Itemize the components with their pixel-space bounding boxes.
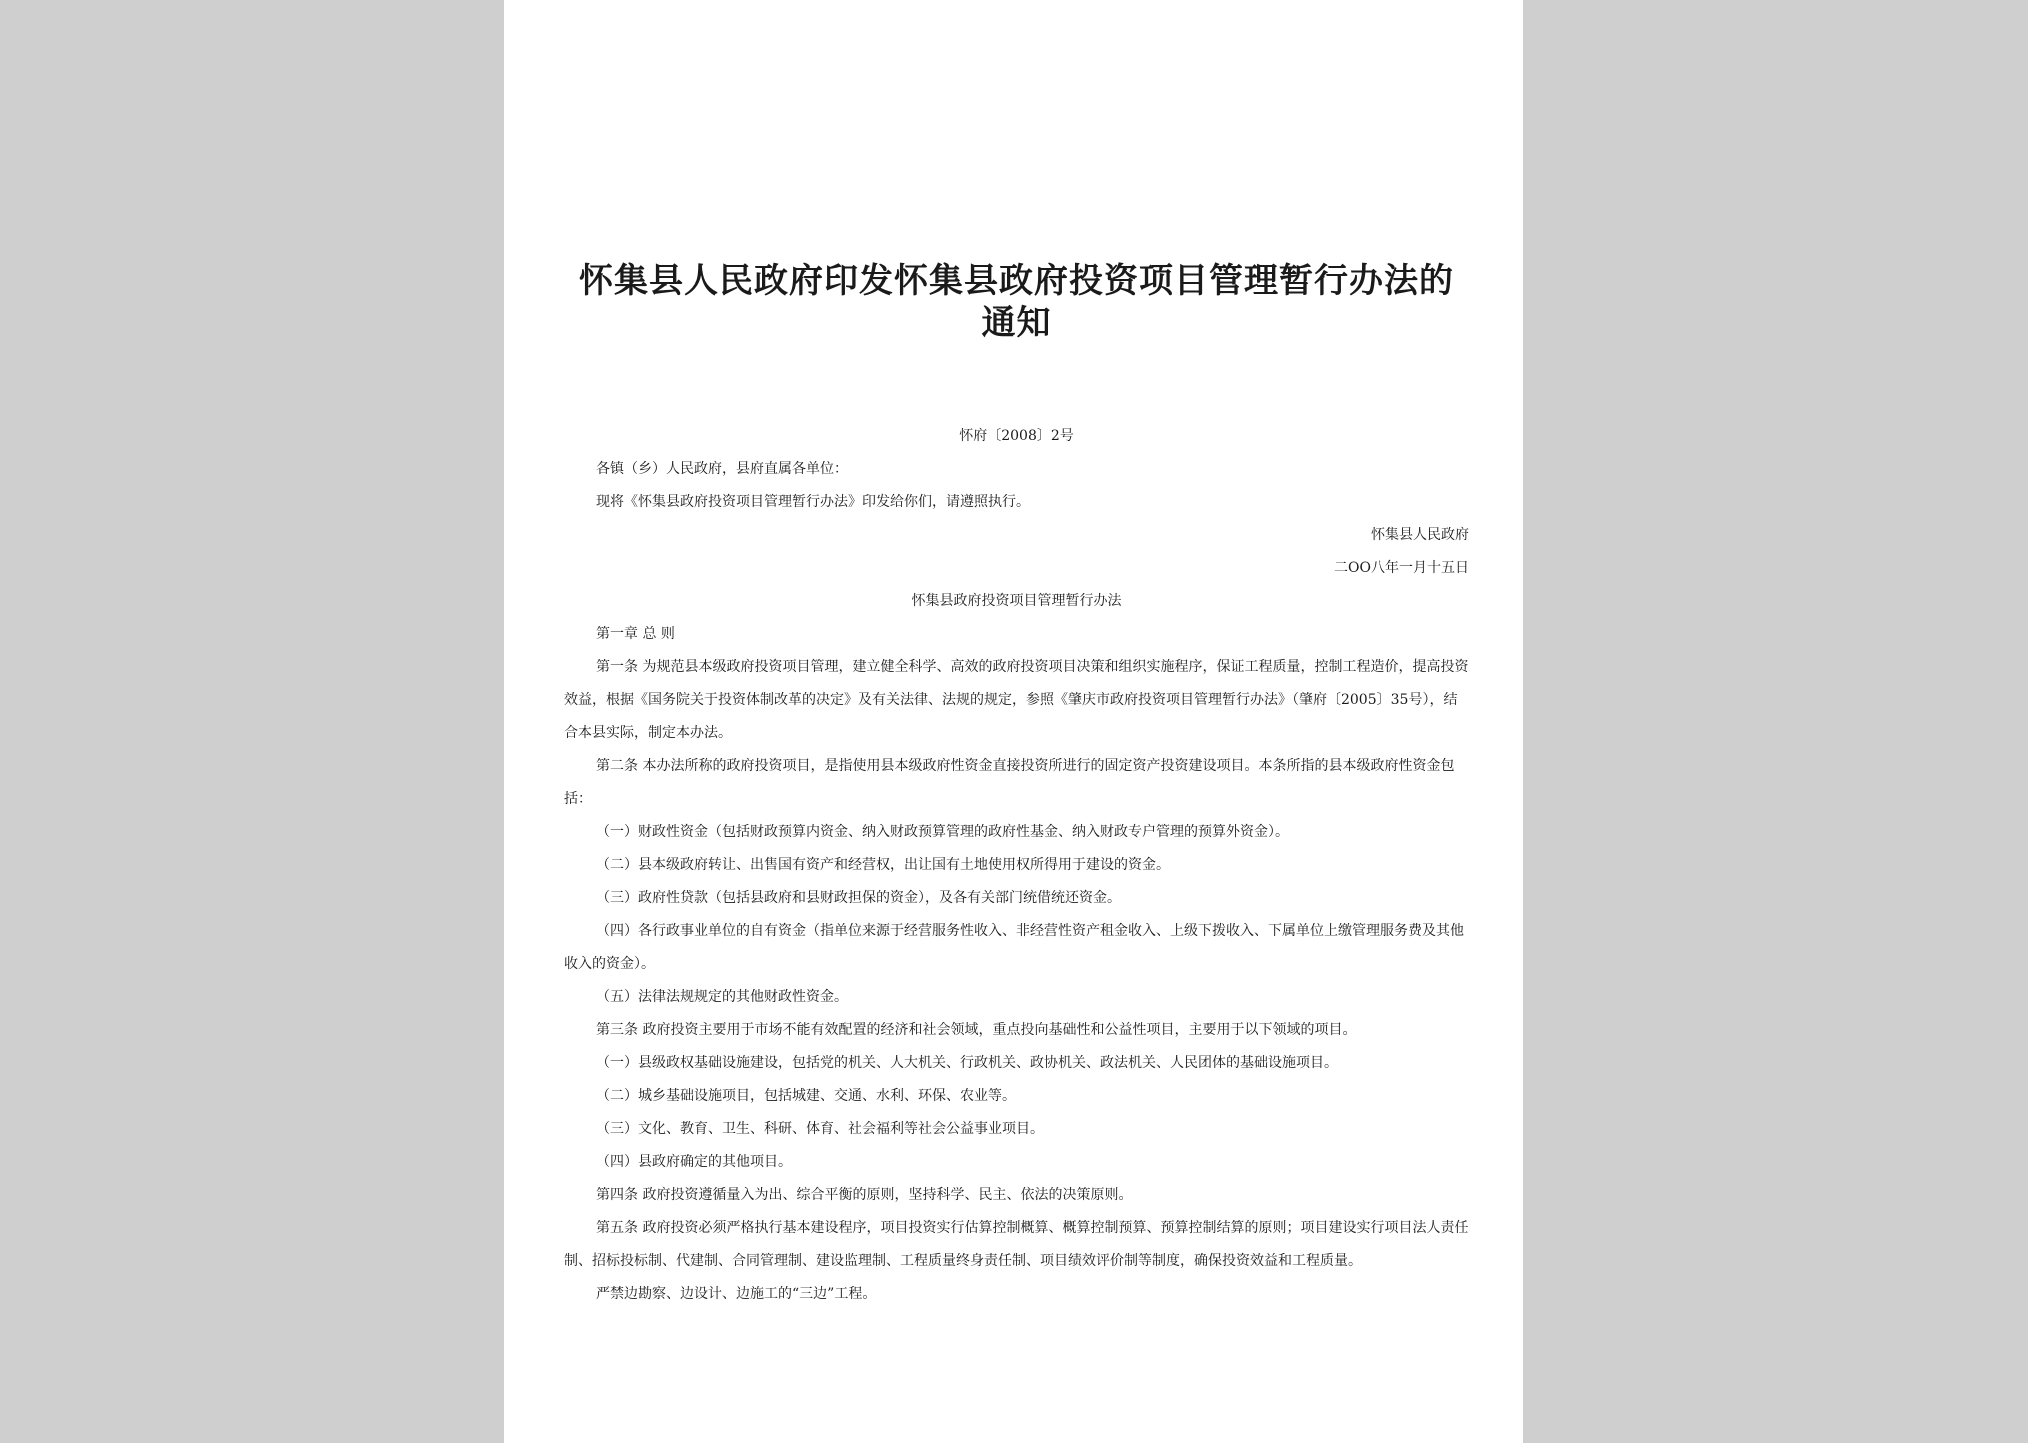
article-3-item-2: （二）城乡基础设施项目，包括城建、交通、水利、环保、农业等。 xyxy=(596,1088,1016,1104)
article-2-item-4: （四）各行政事业单位的自有资金（指单位来源于经营服务性收入、非经营性资产租金收入、上级下拨收入、下属单位上缴管理服务费及其他收入的资金）。 xyxy=(564,923,1464,972)
regulation-title: 怀集县政府投资项目管理暂行办法 xyxy=(911,593,1122,609)
article-3-item-3: （三）文化、教育、卫生、科研、体育、社会福利等社会公益事业项目。 xyxy=(596,1121,1044,1137)
chapter-heading: 第一章 总 则 xyxy=(596,626,675,642)
issue-date: 二ОО八年一月十五日 xyxy=(1334,560,1469,576)
intro-paragraph: 现将《怀集县政府投资项目管理暂行办法》印发给你们，请遵照执行。 xyxy=(596,494,1030,510)
article-2-item-2: （二）县本级政府转让、出售国有资产和经营权，出让国有土地使用权所得用于建设的资金。 xyxy=(596,857,1170,873)
addressee: 各镇（乡）人民政府，县府直属各单位： xyxy=(596,461,848,477)
issuer: 怀集县人民政府 xyxy=(1371,527,1469,543)
article-2: 第二条 本办法所称的政府投资项目，是指使用县本级政府性资金直接投资所进行的固定资产投资建设项目。本条所指的县本级政府性资金包括： xyxy=(564,758,1455,807)
article-5: 第五条 政府投资必须严格执行基本建设程序，项目投资实行估算控制概算、概算控制预算、预算控制结算的原则；项目建设实行项目法人责任制、招标投标制、代建制、合同管理制、建设监理制、工程质量终身责任制、项目绩效评价制等制度，确保投资效益和工程质量。 xyxy=(564,1220,1469,1269)
document-number: 怀府〔2008〕2号 xyxy=(959,428,1074,444)
article-3: 第三条 政府投资主要用于市场不能有效配置的经济和社会领域，重点投向基础性和公益性项目，主要用于以下领域的项目。 xyxy=(596,1022,1357,1038)
document-content xyxy=(564,260,1469,1311)
article-1: 第一条 为规范县本级政府投资项目管理，建立健全科学、高效的政府投资项目决策和组织实施程序，保证工程质量，控制工程造价，提高投资效益，根据《国务院关于投资体制改革的决定》及有关法律、法规的规定，参照《肇庆市政府投资项目管理暂行办法》（肇府〔2005〕35号），结合本县实际，制定本办法。 xyxy=(564,659,1469,741)
article-2-item-3: （三）政府性贷款（包括县政府和县财政担保的资金），及各有关部门统借统还资金。 xyxy=(596,890,1121,906)
document-title: 怀集县人民政府印发怀集县政府投资项目管理暂行办法的通知 xyxy=(579,261,1454,343)
article-4: 第四条 政府投资遵循量入为出、综合平衡的原则，坚持科学、民主、依法的决策原则。 xyxy=(596,1187,1133,1203)
document-page xyxy=(504,0,1523,1443)
article-3-item-1: （一）县级政权基础设施建设，包括党的机关、人大机关、行政机关、政协机关、政法机关、人民团体的基础设施项目。 xyxy=(596,1055,1338,1071)
article-2-item-5: （五）法律法规规定的其他财政性资金。 xyxy=(596,989,848,1005)
article-3-item-4: （四）县政府确定的其他项目。 xyxy=(596,1154,792,1170)
article-2-item-1: （一）财政性资金（包括财政预算内资金、纳入财政预算管理的政府性基金、纳入财政专户管理的预算外资金）。 xyxy=(596,824,1289,840)
article-5-note: 严禁边勘察、边设计、边施工的“三边”工程。 xyxy=(596,1286,877,1302)
